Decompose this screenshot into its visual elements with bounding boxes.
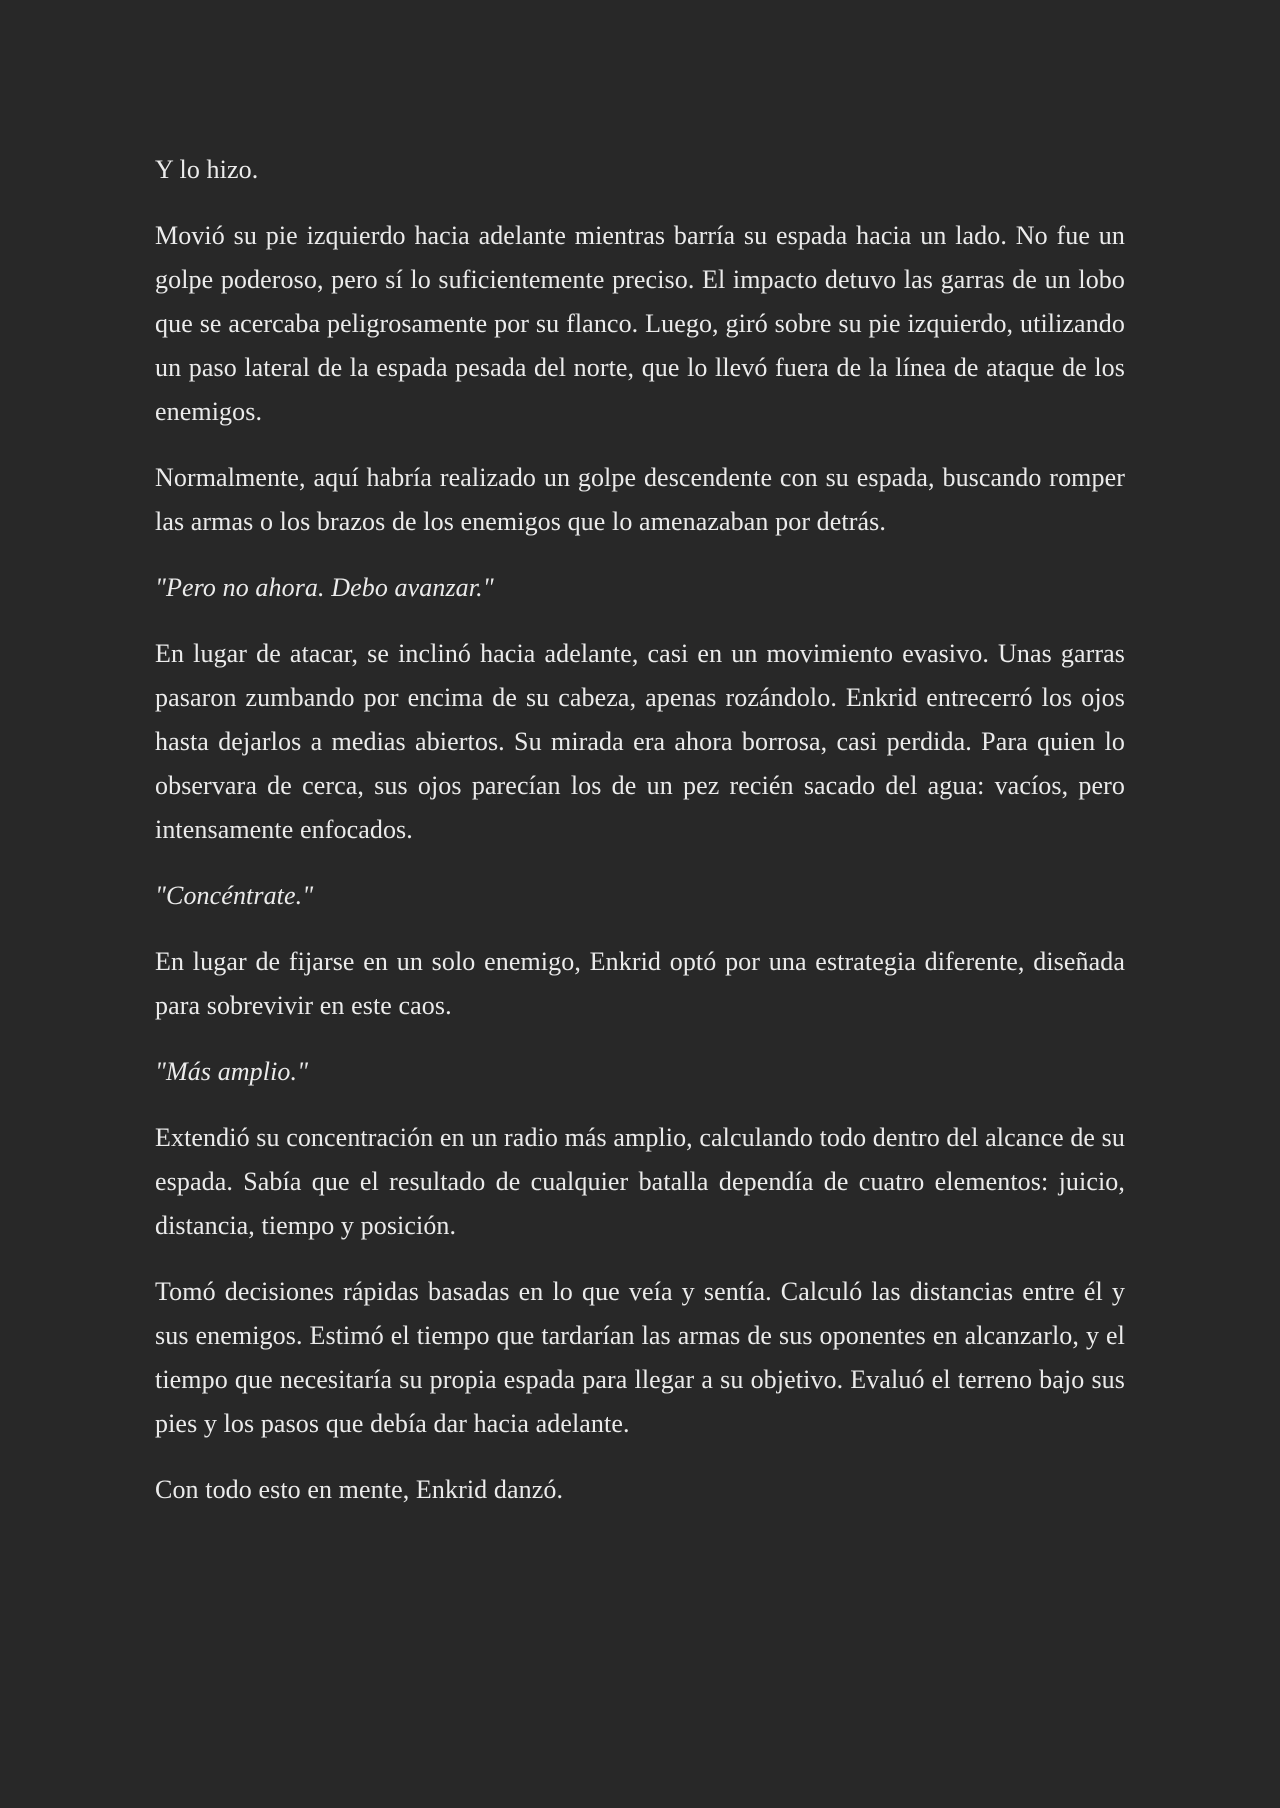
paragraph-9: Extendió su concentración en un radio más amplio, calculando todo dentro del alcance de su espada. Sabía que el resultado de cualquier batalla dependía de cuatro elementos: juicio, distancia, tiempo y posición. <box>155 1123 1125 1240</box>
paragraph-2: Movió su pie izquierdo hacia adelante mientras barría su espada hacia un lado. No fue un golpe poderoso, pero sí lo suficientemente preciso. El impacto detuvo las garras de un lobo que se acercaba peligrosamente por su flanco. Luego, giró sobre su pie izquierdo, utilizando un paso lateral de la espada pesada del norte, que lo llevó fuera de la línea de ataque de los enemigos. <box>155 221 1125 426</box>
paragraph-11: Con todo esto en mente, Enkrid danzó. <box>155 1475 564 1504</box>
paragraph-7: En lugar de fijarse en un solo enemigo, Enkrid optó por una estrategia diferente, diseñada para sobrevivir en este caos. <box>155 947 1125 1020</box>
paragraph-5: En lugar de atacar, se inclinó hacia adelante, casi en un movimiento evasivo. Unas garras pasaron zumbando por encima de su cabeza, apenas rozándolo. Enkrid entrecerró los ojos hasta dejarlos a medias abiertos. Su mirada era ahora borrosa, casi perdida. Para quien lo observara de cerca, sus ojos parecían los de un pez recién sacado del agua: vacíos, pero intensamente enfocados. <box>155 639 1125 844</box>
paragraph-10: Tomó decisiones rápidas basadas en lo que veía y sentía. Calculó las distancias entre él y sus enemigos. Estimó el tiempo que tardarían las armas de sus oponentes en alcanzarlo, y el tiempo que necesitaría su propia espada para llegar a su objetivo. Evaluó el terreno bajo sus pies y los pasos que debía dar hacia adelante. <box>155 1277 1125 1438</box>
thought-line-1: "Pero no ahora. Debo avanzar." <box>155 573 494 602</box>
thought-line-2: "Concéntrate." <box>155 881 314 910</box>
thought-line-3: "Más amplio." <box>155 1057 309 1086</box>
paragraph-3: Normalmente, aquí habría realizado un golpe descendente con su espada, buscando romper las armas o los brazos de los enemigos que lo amenazaban por detrás. <box>155 463 1125 536</box>
paragraph-1: Y lo hizo. <box>155 155 259 184</box>
